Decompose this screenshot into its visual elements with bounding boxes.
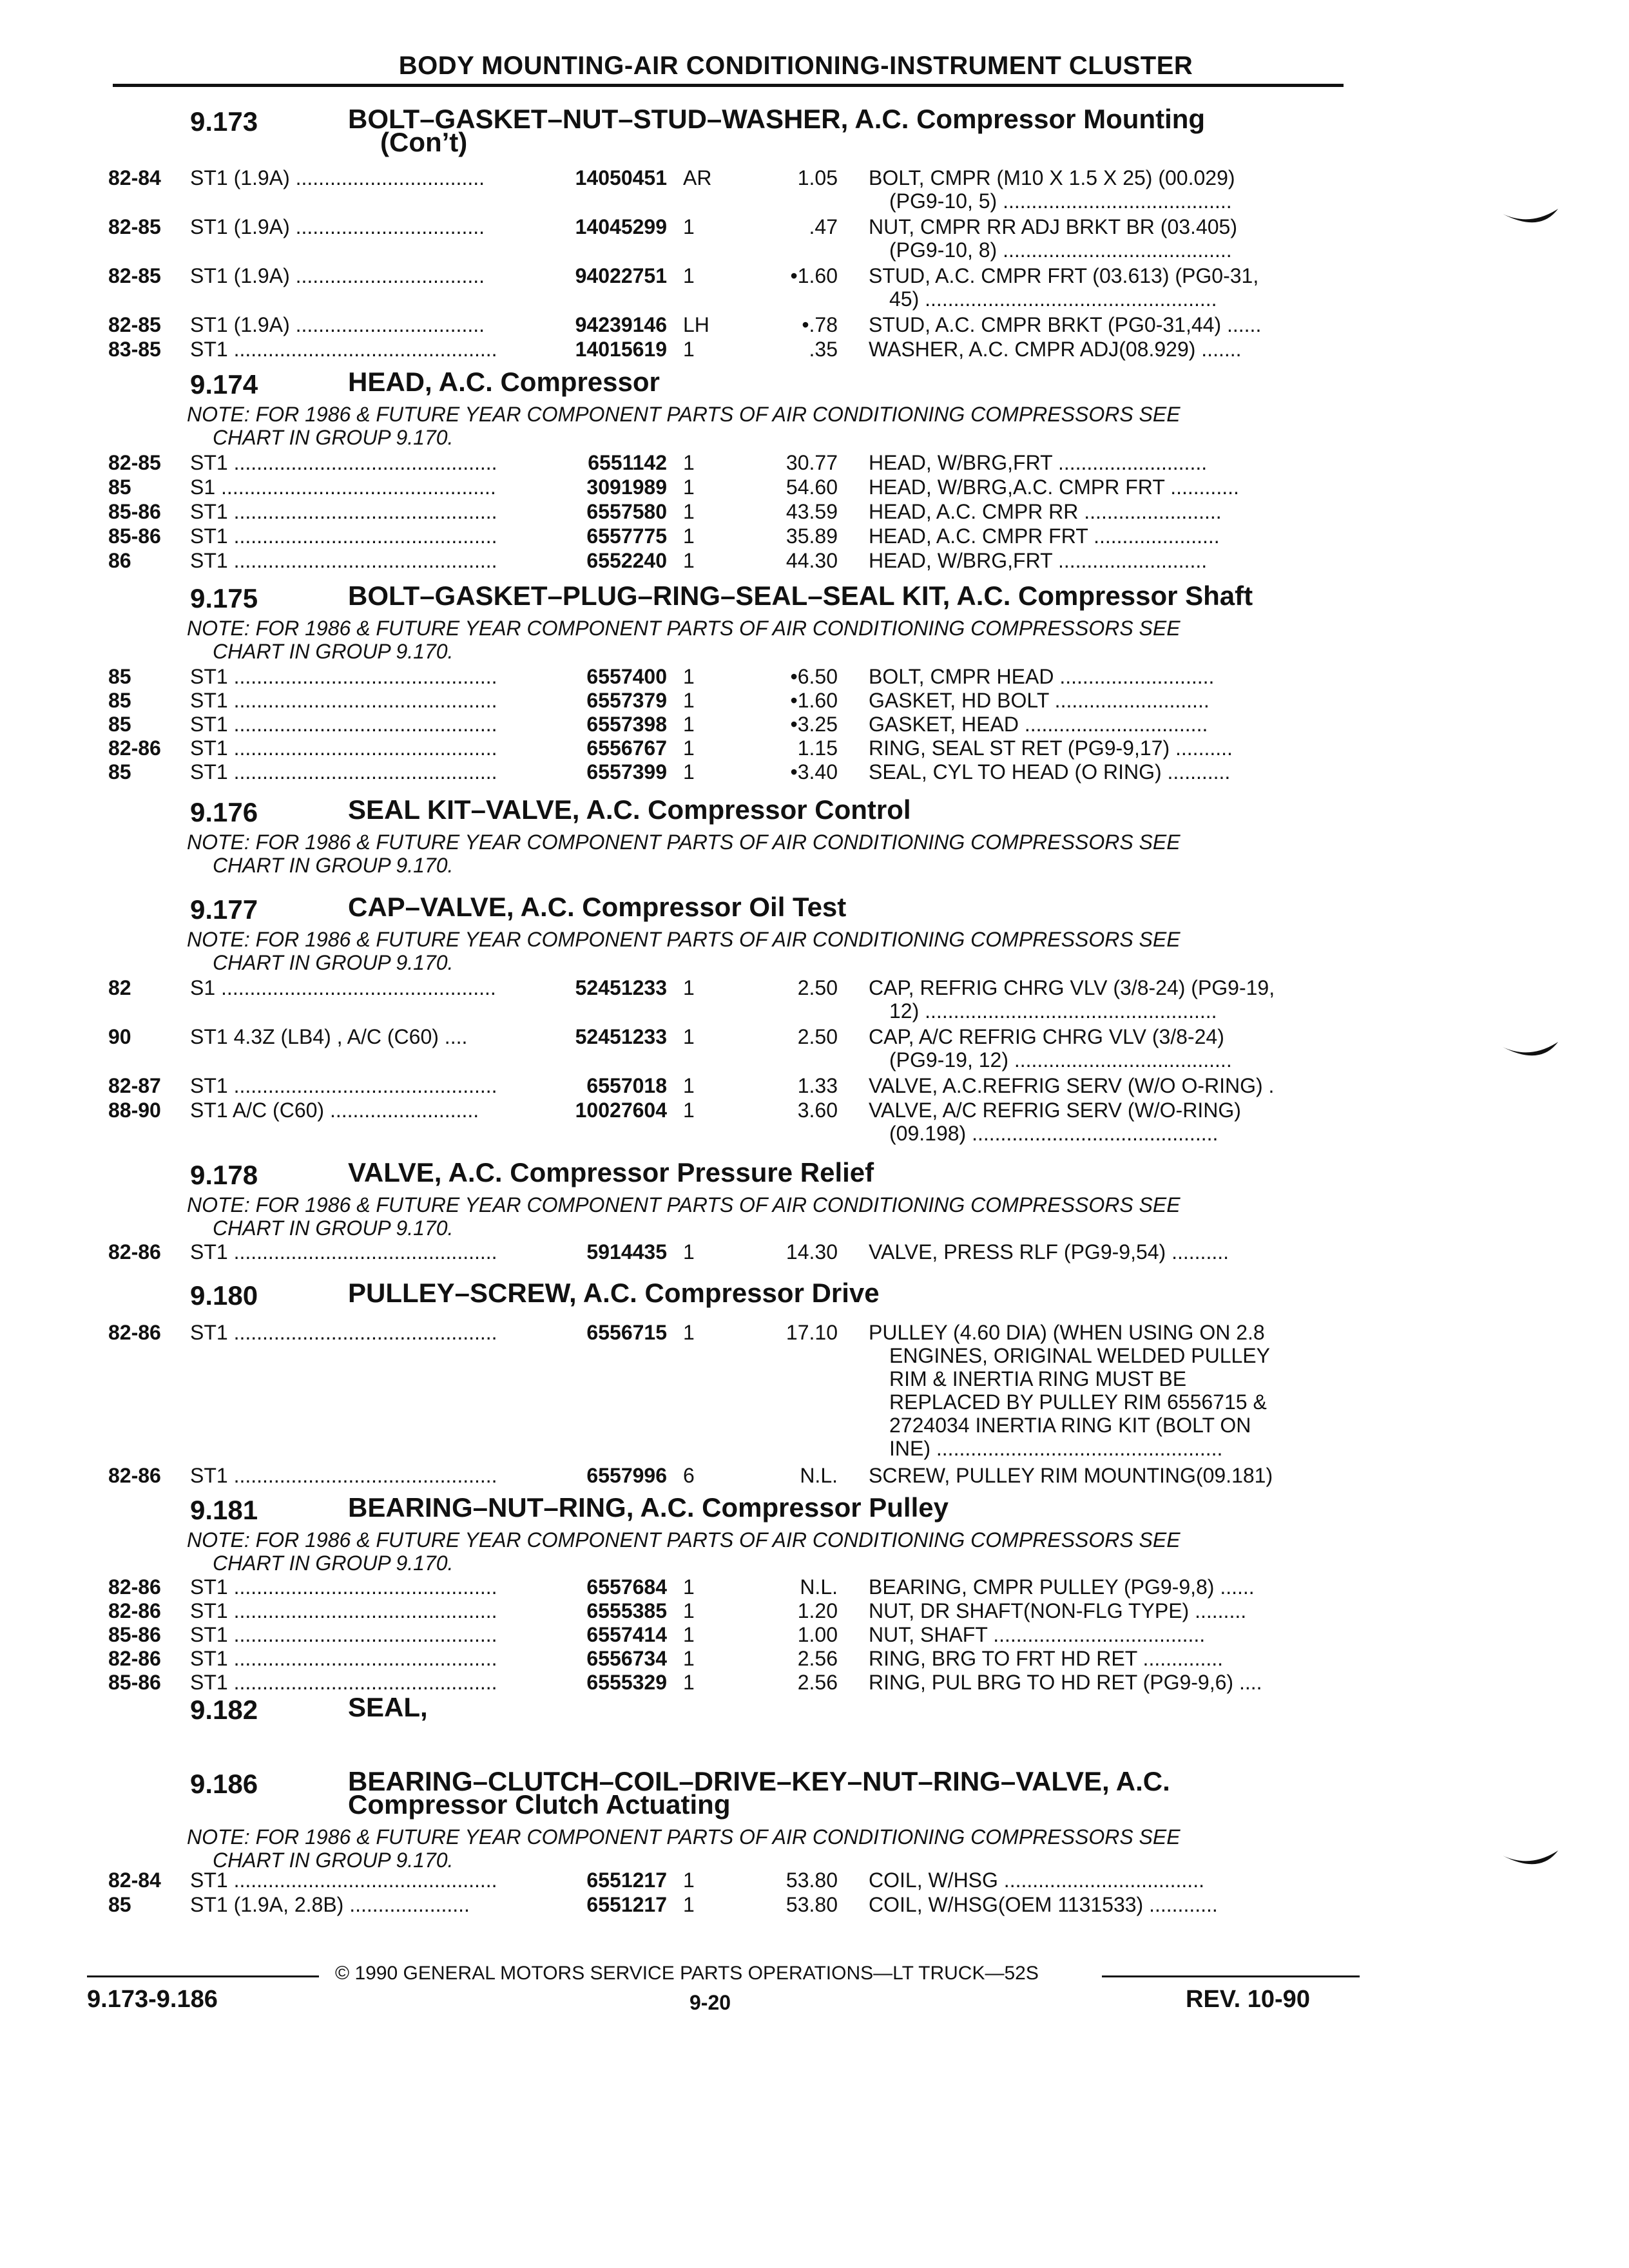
binder-hole-mark [1501,207,1559,233]
part-row [0,1647,1629,1670]
part-row [0,689,1629,712]
series-applicability: ST1 .............................................. [190,1464,497,1487]
model-years: 85 [108,713,131,736]
quantity: 1 [683,338,695,361]
model-years: 82-86 [108,1575,161,1599]
quantity: 1 [683,1647,695,1670]
part-row [0,338,1629,361]
part-description [869,1599,1345,1622]
quantity: 1 [683,976,695,999]
description-line: CAP, A/C REFRIG CHRG VLV (3/8-24) [869,1025,1224,1048]
description-line: 12) ................................................... [889,999,1217,1023]
part-row [0,166,1629,213]
series-applicability: ST1 (1.9A) ................................. [190,264,485,287]
price: 53.80 [786,1869,838,1892]
description-line: HEAD, A.C. CMPR RR ........................ [869,500,1222,523]
part-row [0,976,1629,1023]
part-row [0,1575,1629,1599]
footer-revision: REV. 10-90 [1186,1986,1310,2013]
footer-group-range: 9.173-9.186 [87,1986,218,2013]
section-title: BOLT–GASKET–NUT–STUD–WASHER, A.C. Compressor Mounting [348,104,1206,134]
part-number: 6557684 [586,1575,667,1599]
model-years: 82-85 [108,215,161,238]
part-description [869,1869,1345,1892]
part-number: 94022751 [575,264,667,287]
price: •1.60 [790,689,838,712]
model-years: 88-90 [108,1099,161,1122]
series-applicability: ST1 .............................................. [190,1074,497,1097]
part-description [869,760,1345,783]
section-note [187,617,1181,663]
quantity: 1 [683,1893,695,1916]
price: 3.60 [797,1099,838,1122]
part-description [869,1099,1345,1145]
quantity: 1 [683,689,695,712]
section-title: CAP–VALVE, A.C. Compressor Oil Test [348,892,847,922]
section-title: HEAD, A.C. Compressor [348,367,660,397]
price: 35.89 [786,524,838,548]
description-line: HEAD, A.C. CMPR FRT ...................... [869,524,1220,548]
series-applicability: ST1 .............................................. [190,1240,497,1264]
section-number: 9.182 [190,1695,258,1725]
quantity: 1 [683,524,695,548]
note-line: CHART IN GROUP 9.170. [213,1216,454,1240]
part-row [0,1464,1629,1487]
note-line: NOTE: FOR 1986 & FUTURE YEAR COMPONENT PARTS OF AIR CONDITIONING COMPRESSORS SEE [187,1825,1181,1849]
part-description [869,689,1345,712]
part-description [869,166,1345,213]
section-number: 9.180 [190,1280,258,1311]
footer-rule-left [87,1975,319,1977]
price: .35 [809,338,838,361]
series-applicability: ST1 (1.9A) ................................. [190,166,485,189]
series-applicability: ST1 .............................................. [190,1647,497,1670]
model-years: 85-86 [108,500,161,523]
description-line: BOLT, CMPR HEAD ........................... [869,665,1215,688]
part-number: 14015619 [575,338,667,361]
part-number: 6557775 [586,524,667,548]
section-title: PULLEY–SCREW, A.C. Compressor Drive [348,1278,880,1308]
note-line: NOTE: FOR 1986 & FUTURE YEAR COMPONENT PARTS OF AIR CONDITIONING COMPRESSORS SEE [187,1193,1181,1216]
series-applicability: ST1 .............................................. [190,665,497,688]
model-years: 82-86 [108,1599,161,1622]
part-number: 3091989 [586,476,667,499]
part-description [869,1321,1345,1460]
section-number: 9.178 [190,1160,258,1190]
part-row [0,500,1629,523]
part-number: 6557400 [586,665,667,688]
section-number: 9.177 [190,894,258,925]
model-years: 82-86 [108,1240,161,1264]
section-title: (Con’t) [380,127,468,157]
description-line: NUT, CMPR RR ADJ BRKT BR (03.405) [869,215,1237,238]
part-row [0,215,1629,262]
series-applicability: ST1 A/C (C60) .......................... [190,1099,479,1122]
model-years: 82-85 [108,313,161,336]
series-applicability: ST1 .............................................. [190,500,497,523]
note-line: NOTE: FOR 1986 & FUTURE YEAR COMPONENT PARTS OF AIR CONDITIONING COMPRESSORS SEE [187,403,1181,426]
section-title: Compressor Clutch Actuating [348,1789,731,1820]
part-number: 52451233 [575,976,667,999]
model-years: 85-86 [108,1671,161,1694]
price: 30.77 [786,451,838,474]
section-number: 9.176 [190,797,258,827]
part-row [0,665,1629,688]
part-row [0,713,1629,736]
description-line: HEAD, W/BRG,FRT .......................... [869,549,1208,572]
description-line: COIL, W/HSG ................................... [869,1869,1204,1892]
description-line: HEAD, W/BRG,FRT .......................... [869,451,1208,474]
description-line: NUT, DR SHAFT(NON-FLG TYPE) ......... [869,1599,1247,1622]
price: .47 [809,215,838,238]
description-line: RING, SEAL ST RET (PG9-9,17) .......... [869,736,1233,760]
price: 44.30 [786,549,838,572]
part-description [869,713,1345,736]
note-line: NOTE: FOR 1986 & FUTURE YEAR COMPONENT PARTS OF AIR CONDITIONING COMPRESSORS SEE [187,831,1181,854]
footer-copyright: © 1990 GENERAL MOTORS SERVICE PARTS OPERATIONS—LT TRUCK—52S [335,1963,1039,1984]
note-line: NOTE: FOR 1986 & FUTURE YEAR COMPONENT PARTS OF AIR CONDITIONING COMPRESSORS SEE [187,617,1181,640]
model-years: 82-87 [108,1074,161,1097]
part-number: 5914435 [586,1240,667,1264]
model-years: 85 [108,689,131,712]
section-number: 9.181 [190,1495,258,1525]
part-number: 6556767 [586,736,667,760]
part-number: 10027604 [575,1099,667,1122]
price: 2.50 [797,976,838,999]
note-line: NOTE: FOR 1986 & FUTURE YEAR COMPONENT PARTS OF AIR CONDITIONING COMPRESSORS SEE [187,1528,1181,1552]
model-years: 90 [108,1025,131,1048]
section-title: BOLT–GASKET–PLUG–RING–SEAL–SEAL KIT, A.C. Compressor Shaft [348,581,1253,611]
quantity: 1 [683,1099,695,1122]
part-description [869,1893,1345,1916]
quantity: 1 [683,215,695,238]
price: 1.33 [797,1074,838,1097]
series-applicability: ST1 .............................................. [190,760,497,783]
quantity: 1 [683,549,695,572]
description-line: VALVE, PRESS RLF (PG9-9,54) .......... [869,1240,1229,1264]
section-number: 9.175 [190,583,258,613]
part-number: 6556715 [586,1321,667,1344]
model-years: 85 [108,760,131,783]
price: 1.00 [797,1623,838,1646]
quantity: 1 [683,1025,695,1048]
description-line: REPLACED BY PULLEY RIM 6556715 & [889,1390,1267,1414]
section-title: VALVE, A.C. Compressor Pressure Relief [348,1157,874,1187]
section-title: SEAL KIT–VALVE, A.C. Compressor Control [348,794,911,825]
series-applicability: ST1 .............................................. [190,451,497,474]
description-line: 45) ................................................... [889,287,1217,311]
part-row [0,524,1629,548]
quantity: 1 [683,500,695,523]
model-years: 82-86 [108,1647,161,1670]
header-rule [113,84,1344,87]
description-line: SCREW, PULLEY RIM MOUNTING(09.181) [869,1464,1273,1487]
part-description [869,1647,1345,1670]
part-description [869,451,1345,474]
part-number: 94239146 [575,313,667,336]
price: 54.60 [786,476,838,499]
description-line: (PG9-10, 8) ........................................ [889,238,1232,262]
section-number: 9.186 [190,1769,258,1799]
part-number: 6557580 [586,500,667,523]
quantity: 1 [683,1321,695,1344]
description-line: (PG9-19, 12) ...................................... [889,1048,1232,1072]
description-line: ENGINES, ORIGINAL WELDED PULLEY [889,1344,1270,1367]
price: N.L. [800,1575,838,1599]
part-number: 6557399 [586,760,667,783]
series-applicability: ST1 .............................................. [190,1869,497,1892]
series-applicability: ST1 .............................................. [190,1623,497,1646]
part-description [869,1575,1345,1599]
section-note [187,403,1181,449]
quantity: 1 [683,264,695,287]
quantity: 1 [683,760,695,783]
model-years: 83-85 [108,338,161,361]
part-row [0,1869,1629,1892]
note-line: CHART IN GROUP 9.170. [213,951,454,974]
series-applicability: ST1 .............................................. [190,1321,497,1344]
description-line: BOLT, CMPR (M10 X 1.5 X 25) (00.029) [869,166,1235,189]
model-years: 82-86 [108,736,161,760]
series-applicability: ST1 .............................................. [190,1599,497,1622]
model-years: 85 [108,1893,131,1916]
quantity: AR [683,166,712,189]
part-number: 6552240 [586,549,667,572]
part-row [0,1025,1629,1072]
part-number: 6551142 [588,451,667,474]
part-number: 6555385 [586,1599,667,1622]
description-line: STUD, A.C. CMPR BRKT (PG0-31,44) ...... [869,313,1262,336]
note-line: CHART IN GROUP 9.170. [213,1849,454,1872]
part-row [0,1623,1629,1646]
description-line: STUD, A.C. CMPR FRT (03.613) (PG0-31, [869,264,1259,287]
part-row [0,1893,1629,1916]
description-line: PULLEY (4.60 DIA) (WHEN USING ON 2.8 [869,1321,1265,1344]
series-applicability: ST1 (1.9A) ................................. [190,215,485,238]
section-note [187,928,1181,974]
description-line: (09.198) ........................................... [889,1122,1219,1145]
part-description [869,1671,1345,1694]
price: •3.25 [790,713,838,736]
description-line: VALVE, A/C REFRIG SERV (W/O-RING) [869,1099,1241,1122]
series-applicability: S1 ................................................ [190,476,496,499]
part-number: 52451233 [575,1025,667,1048]
series-applicability: ST1 .............................................. [190,713,497,736]
note-line: CHART IN GROUP 9.170. [213,1552,454,1575]
series-applicability: S1 ................................................ [190,976,496,999]
part-number: 6555329 [586,1671,667,1694]
price: 2.50 [797,1025,838,1048]
part-row [0,1671,1629,1694]
description-line: SEAL, CYL TO HEAD (O RING) ........... [869,760,1231,783]
price: •3.40 [790,760,838,783]
part-number: 6551217 [586,1869,667,1892]
part-number: 6557018 [586,1074,667,1097]
quantity: 6 [683,1464,695,1487]
part-description [869,1623,1345,1646]
quantity: 1 [683,1599,695,1622]
quantity: 1 [683,665,695,688]
part-description [869,736,1345,760]
quantity: 1 [683,1575,695,1599]
quantity: 1 [683,476,695,499]
part-description [869,665,1345,688]
part-row [0,451,1629,474]
binder-hole-mark [1501,1041,1559,1066]
part-row [0,736,1629,760]
part-description [869,976,1345,1023]
model-years: 85-86 [108,1623,161,1646]
series-applicability: ST1 .............................................. [190,736,497,760]
model-years: 85 [108,476,131,499]
price: •.78 [802,313,838,336]
series-applicability: ST1 .............................................. [190,549,497,572]
description-line: HEAD, W/BRG,A.C. CMPR FRT ............ [869,476,1239,499]
description-line: RIM & INERTIA RING MUST BE [889,1367,1187,1390]
price: 2.56 [797,1647,838,1670]
series-applicability: ST1 (1.9A, 2.8B) ..................... [190,1893,470,1916]
description-line: RING, BRG TO FRT HD RET .............. [869,1647,1224,1670]
note-line: CHART IN GROUP 9.170. [213,640,454,663]
description-line: NUT, SHAFT ..................................... [869,1623,1206,1646]
note-line: NOTE: FOR 1986 & FUTURE YEAR COMPONENT PARTS OF AIR CONDITIONING COMPRESSORS SEE [187,928,1181,951]
quantity: 1 [683,1869,695,1892]
quantity: 1 [683,1074,695,1097]
description-line: GASKET, HEAD ................................ [869,713,1208,736]
part-number: 6551217 [586,1893,667,1916]
footer-page-number: 9-20 [689,1991,731,2014]
model-years: 85 [108,665,131,688]
note-line: CHART IN GROUP 9.170. [213,426,454,449]
page-header-title: BODY MOUNTING-AIR CONDITIONING-INSTRUMENT CLUSTER [398,52,1193,80]
model-years: 82-84 [108,1869,161,1892]
section-note [187,1825,1181,1872]
part-number: 6556734 [586,1647,667,1670]
part-description [869,1464,1345,1487]
model-years: 82-86 [108,1321,161,1344]
part-description [869,264,1345,311]
part-row [0,1074,1629,1097]
part-number: 14050451 [575,166,667,189]
quantity: 1 [683,713,695,736]
part-description [869,1025,1345,1072]
series-applicability: ST1 .............................................. [190,689,497,712]
description-line: INE) .................................................. [889,1437,1223,1460]
description-line: WASHER, A.C. CMPR ADJ(08.929) ....... [869,338,1242,361]
model-years: 86 [108,549,131,572]
price: 53.80 [786,1893,838,1916]
part-row [0,1240,1629,1264]
price: 43.59 [786,500,838,523]
section-note [187,831,1181,877]
binder-hole-mark [1501,1849,1559,1875]
part-description [869,500,1345,523]
section-title: BEARING–CLUTCH–COIL–DRIVE–KEY–NUT–RING–VALVE, A.C. [348,1766,1170,1796]
section-note [187,1193,1181,1240]
quantity: 1 [683,1240,695,1264]
model-years: 82 [108,976,131,999]
description-line: CAP, REFRIG CHRG VLV (3/8-24) (PG9-19, [869,976,1275,999]
part-description [869,1240,1345,1264]
part-number: 6557996 [586,1464,667,1487]
description-line: GASKET, HD BOLT ........................... [869,689,1210,712]
price: •6.50 [790,665,838,688]
part-number: 14045299 [575,215,667,238]
price: 14.30 [786,1240,838,1264]
series-applicability: ST1 .............................................. [190,1671,497,1694]
series-applicability: ST1 .............................................. [190,1575,497,1599]
footer-rule-right [1102,1975,1360,1977]
part-row [0,1599,1629,1622]
quantity: LH [683,313,709,336]
part-description [869,476,1345,499]
part-row [0,313,1629,336]
description-line: RING, PUL BRG TO HD RET (PG9-9,6) .... [869,1671,1262,1694]
part-description [869,1074,1345,1097]
series-applicability: ST1 .............................................. [190,524,497,548]
price: •1.60 [790,264,838,287]
part-number: 6557414 [586,1623,667,1646]
quantity: 1 [683,1671,695,1694]
model-years: 85-86 [108,524,161,548]
model-years: 82-85 [108,451,161,474]
description-line: COIL, W/HSG(OEM 1131533) ............ [869,1893,1218,1916]
part-row [0,549,1629,572]
description-line: BEARING, CMPR PULLEY (PG9-9,8) ...... [869,1575,1255,1599]
description-line: (PG9-10, 5) ........................................ [889,189,1232,213]
price: 1.05 [797,166,838,189]
part-description [869,549,1345,572]
description-line: VALVE, A.C.REFRIG SERV (W/O O-RING) . [869,1074,1275,1097]
section-note [187,1528,1181,1575]
part-row [0,264,1629,311]
series-applicability: ST1 (1.9A) ................................. [190,313,485,336]
section-title: BEARING–NUT–RING, A.C. Compressor Pulley [348,1492,949,1523]
note-line: CHART IN GROUP 9.170. [213,854,454,877]
price: 17.10 [786,1321,838,1344]
part-description [869,215,1345,262]
part-description [869,524,1345,548]
part-number: 6557379 [586,689,667,712]
price: 1.15 [797,736,838,760]
part-row [0,1099,1629,1145]
part-number: 6557398 [586,713,667,736]
description-line: 2724034 INERTIA RING KIT (BOLT ON [889,1414,1251,1437]
part-row [0,760,1629,783]
series-applicability: ST1 .............................................. [190,338,497,361]
section-number: 9.174 [190,369,258,399]
price: 1.20 [797,1599,838,1622]
series-applicability: ST1 4.3Z (LB4) , A/C (C60) .... [190,1025,468,1048]
part-description [869,338,1345,361]
section-title: SEAL, [348,1692,428,1722]
price: N.L. [800,1464,838,1487]
model-years: 82-84 [108,166,161,189]
quantity: 1 [683,736,695,760]
price: 2.56 [797,1671,838,1694]
part-row [0,476,1629,499]
quantity: 1 [683,1623,695,1646]
part-description [869,313,1345,336]
part-row [0,1321,1629,1460]
section-number: 9.173 [190,106,258,137]
model-years: 82-86 [108,1464,161,1487]
quantity: 1 [683,451,695,474]
model-years: 82-85 [108,264,161,287]
